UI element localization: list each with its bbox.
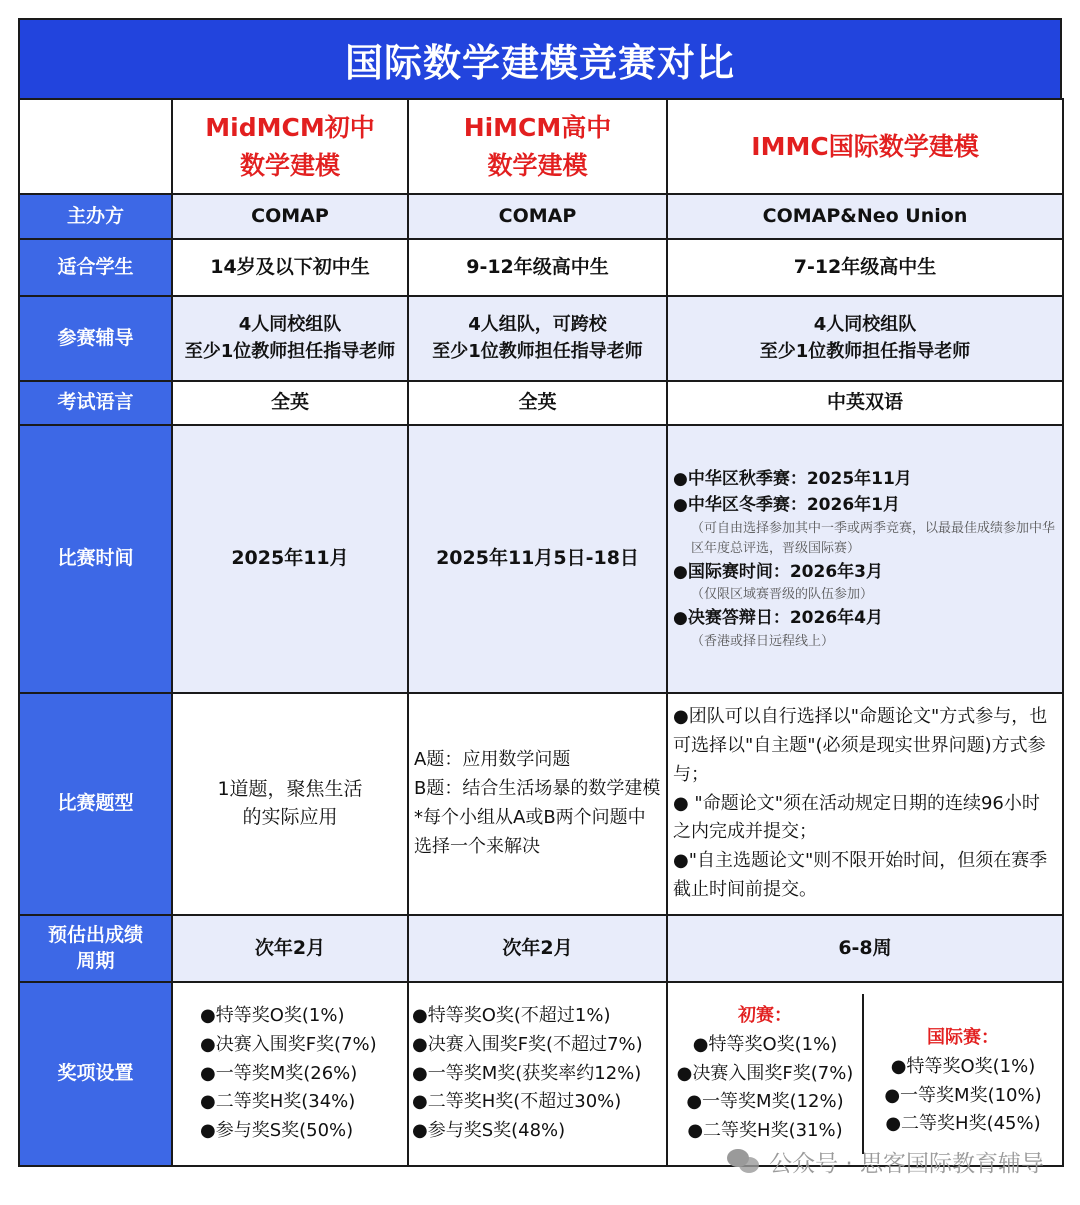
comparison-table-container [18, 18, 1062, 1167]
awards-list-himcm [410, 994, 665, 1154]
cell-organizer-midmcm: COMAP [172, 194, 408, 239]
cell-organizer-himcm: COMAP [408, 194, 667, 239]
row-type [19, 693, 1063, 915]
page-title: 国际数学建模竞赛对比 [18, 18, 1062, 98]
cell-time-midmcm: 2025年11月 [172, 425, 408, 693]
header-corner [19, 99, 172, 194]
immc-time-winter: ●中华区冬季赛：2026年1月 [673, 495, 900, 516]
cell-type-midmcm: 1道题，聚焦生活 的实际应用 [172, 693, 408, 915]
award-item: ●二等奖H奖(不超过30%) [412, 1091, 622, 1113]
watermark [727, 1145, 1044, 1178]
award-item: ●决赛入围奖F奖(不超过7%) [412, 1033, 643, 1055]
cell-time-immc [667, 425, 1063, 693]
row-awards [19, 982, 1063, 1166]
cell-result-immc: 6-8周 [667, 915, 1063, 982]
award-item: ●一等奖M奖(获奖率约12%) [412, 1062, 642, 1084]
cell-language-immc: 中英双语 [667, 381, 1063, 425]
award-item: ●特等奖O奖(1%) [200, 1005, 345, 1026]
immc-awards-intl [864, 994, 1062, 1154]
cell-awards-immc [667, 982, 1063, 1166]
row-label-organizer: 主办方 [19, 194, 172, 239]
watermark-text: 公众号 · 思客国际教育辅导 [769, 1151, 1044, 1177]
row-label-team: 参赛辅导 [19, 296, 172, 381]
award-item: ●参与奖S奖(48%) [412, 1120, 566, 1142]
award-item: ●决赛入围奖F奖(7%) [676, 1062, 854, 1084]
award-item: ●特等奖O奖(1%) [692, 1033, 838, 1055]
cell-awards-himcm [408, 982, 667, 1166]
cell-result-himcm: 次年2月 [408, 915, 667, 982]
cell-result-midmcm: 次年2月 [172, 915, 408, 982]
row-organizer [19, 194, 1063, 239]
row-label-awards: 奖项设置 [19, 982, 172, 1166]
award-item: ●决赛入围奖F奖(7%) [200, 1033, 377, 1055]
cell-type-immc: ●团队可以自行选择以"命题论文"方式参与，也可选择以"自主题"(必须是现实世界问题)方式参与； ● "命题论文"须在活动规定日期的连续96小时之内完成并提交； ●"自主选题论文"则不限开始时间，但须在赛季截止时间前提交。 [667, 693, 1063, 915]
header-row [19, 99, 1063, 194]
cell-students-immc: 7-12年级高中生 [667, 239, 1063, 296]
row-students [19, 239, 1063, 296]
award-item: ●二等奖H奖(34%) [200, 1091, 356, 1113]
award-item: ●特等奖O奖(1%) [890, 1055, 1036, 1077]
cell-team-himcm: 4人组队，可跨校 至少1位教师担任指导老师 [408, 296, 667, 381]
row-label-time: 比赛时间 [19, 425, 172, 693]
column-header-himcm: HiMCM高中 数学建模 [408, 99, 667, 194]
cell-language-midmcm: 全英 [172, 381, 408, 425]
immc-time-final-note: （香港或择日远程线上） [691, 633, 835, 649]
immc-time-international-note: （仅限区域赛晋级的队伍参加） [691, 587, 874, 603]
immc-awards-split [668, 994, 1062, 1154]
award-item: ●特等奖O奖(不超过1%) [412, 1005, 611, 1026]
immc-time-list [669, 458, 1061, 660]
comparison-table [18, 98, 1064, 1167]
row-language [19, 381, 1063, 425]
award-item: ●一等奖M奖(10%) [884, 1084, 1042, 1106]
cell-students-midmcm: 14岁及以下初中生 [172, 239, 408, 296]
cell-time-himcm: 2025年11月5日-18日 [408, 425, 667, 693]
immc-time-autumn: ●中华区秋季赛：2025年11月 [673, 469, 912, 490]
award-item: ●二等奖H奖(31%) [687, 1120, 843, 1142]
row-team [19, 296, 1063, 381]
award-item: ●二等奖H奖(45%) [885, 1113, 1041, 1135]
cell-awards-midmcm [172, 982, 408, 1166]
award-item: ●参与奖S奖(50%) [200, 1120, 354, 1142]
award-item: ●一等奖M奖(12%) [686, 1091, 844, 1113]
cell-team-immc: 4人同校组队 至少1位教师担任指导老师 [667, 296, 1063, 381]
immc-time-international: ●国际赛时间：2026年3月 [673, 562, 883, 582]
cell-team-midmcm: 4人同校组队 至少1位教师担任指导老师 [172, 296, 408, 381]
cell-students-himcm: 9-12年级高中生 [408, 239, 667, 296]
immc-intl-title: 国际赛： [927, 1027, 999, 1048]
cell-type-himcm: A题：应用数学问题 B题：结合生活场暴的数学建模 *每个小组从A或B两个问题中选择一个来解决 [408, 693, 667, 915]
column-header-immc: IMMC国际数学建模 [667, 99, 1063, 194]
row-time [19, 425, 1063, 693]
row-label-result: 预估出成绩 周期 [19, 915, 172, 982]
column-header-midmcm: MidMCM初中 数学建模 [172, 99, 408, 194]
awards-list-midmcm [174, 994, 406, 1154]
row-label-type: 比赛题型 [19, 693, 172, 915]
row-result [19, 915, 1063, 982]
row-label-language: 考试语言 [19, 381, 172, 425]
cell-organizer-immc: COMAP&Neo Union [667, 194, 1063, 239]
row-label-students: 适合学生 [19, 239, 172, 296]
immc-time-winter-note: （可自由选择参加其中一季或两季竞赛，以最最佳成绩参加中华区年度总评选，晋级国际赛） [691, 520, 1056, 556]
cell-language-himcm: 全英 [408, 381, 667, 425]
wechat-icon [727, 1149, 761, 1175]
immc-prelim-title: 初赛： [738, 1005, 792, 1026]
immc-awards-prelim [668, 994, 864, 1154]
immc-time-final: ●决赛答辩日：2026年4月 [673, 608, 883, 629]
award-item: ●一等奖M奖(26%) [200, 1062, 358, 1084]
